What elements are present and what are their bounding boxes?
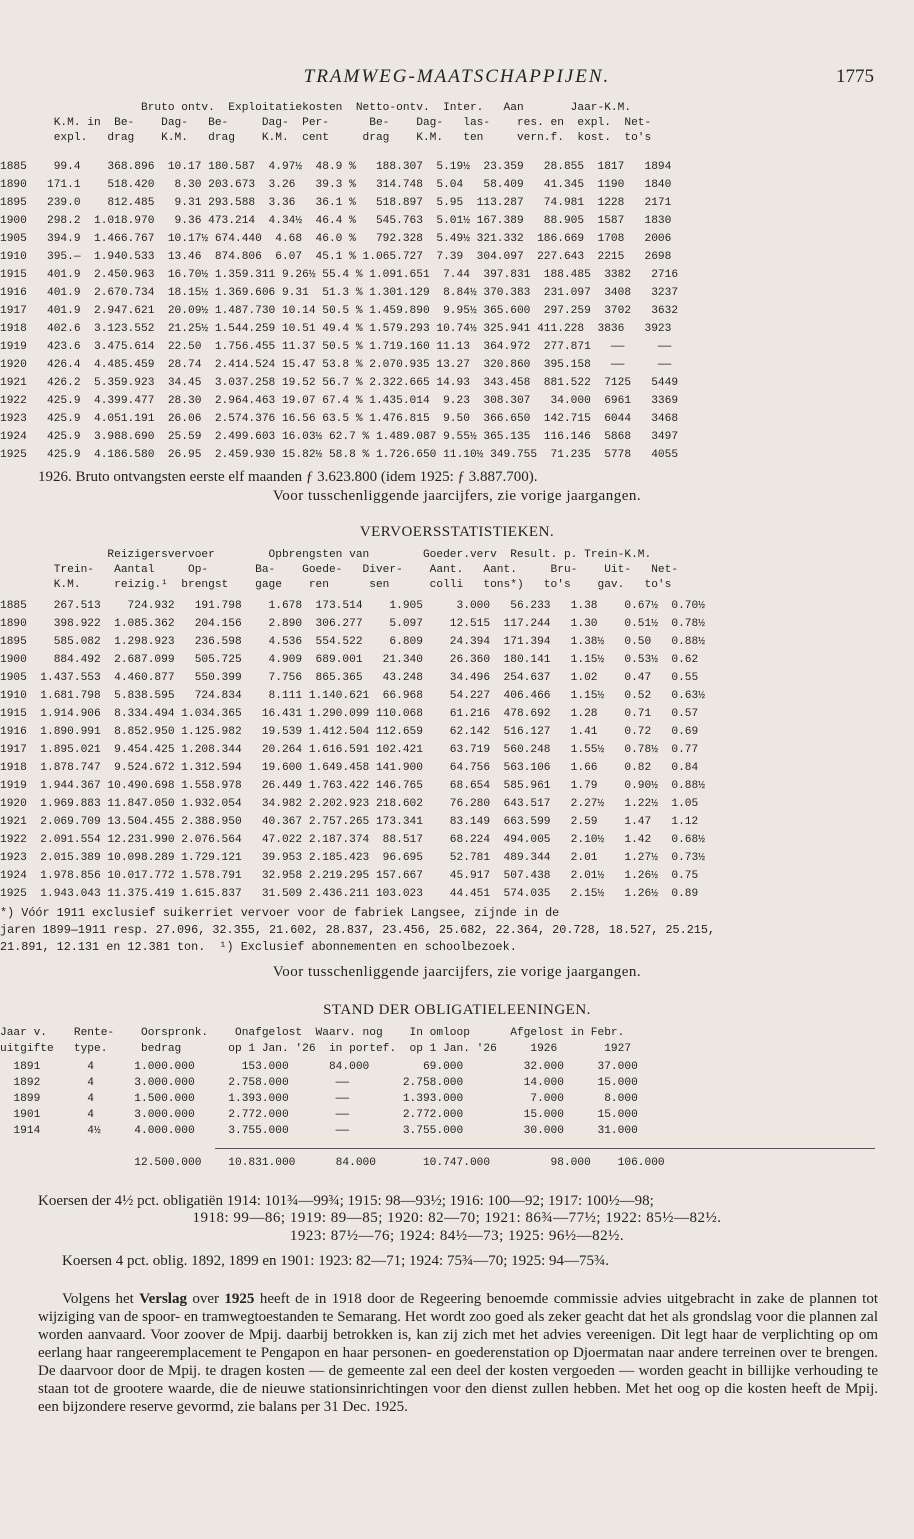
table-row: 1922 425.9 4.399.477 28.30 2.964.463 19.07 67.4 % 1.435.014 9.23 308.307 34.000 6961 3369 xyxy=(0,395,679,407)
page-number: 1775 xyxy=(836,66,874,87)
footnote-line: jaren 1899—1911 resp. 27.096, 32.355, 21.602, 28.837, 23.456, 25.682, 22.364, 20.728, 18.527, 25.215, xyxy=(0,923,716,937)
footnote-line: 21.891, 12.131 en 12.381 ton. ¹) Exclusief abonnementen en schoolbezoek. xyxy=(0,940,517,954)
table-row: 1922 2.091.554 12.231.990 2.076.564 47.022 2.187.374 88.517 68.224 494.005 2.10½ 1.42 0.68½ xyxy=(0,834,705,846)
table-row: 1920 1.969.883 11.847.050 1.932.054 34.982 2.202.923 218.602 76.280 643.517 2.27½ 1.22½ 1.05 xyxy=(0,798,699,810)
page-title: TRAMWEG-MAATSCHAPPIJEN. xyxy=(303,66,611,87)
table-row: 1895 585.082 1.298.923 236.598 4.536 554.522 6.809 24.394 171.394 1.38½ 0.50 0.88½ xyxy=(0,636,705,648)
table-row: 1885 267.513 724.932 191.798 1.678 173.514 1.905 3.000 56.233 1.38 0.67½ 0.70½ xyxy=(0,600,705,612)
table-row: 1905 394.9 1.466.767 10.17½ 674.440 4.68 46.0 % 792.328 5.49½ 321.332 186.669 1708 2006 xyxy=(0,233,672,245)
section-title: VERVOERSSTATISTIEKEN. xyxy=(359,524,555,540)
bond-prices-line: 1923: 87½—76; 1924: 84½—73; 1925: 96½—82½. xyxy=(289,1228,625,1244)
footnote-line: *) Vóór 1911 exclusief suikerriet vervoer voor de fabriek Langsee, zijnde in de xyxy=(0,906,560,920)
table-row: 1905 1.437.553 4.460.877 550.399 7.756 865.365 43.248 34.496 254.637 1.02 0.47 0.55 xyxy=(0,672,699,684)
table-row: 1916 401.9 2.670.734 18.15½ 1.369.606 9.31 51.3 % 1.301.129 8.84½ 370.383 231.097 3408 3237 xyxy=(0,287,679,299)
section-title: STAND DER OBLIGATIELEENINGEN. xyxy=(323,1002,591,1018)
table-row: 1891 4 1.000.000 153.000 84.000 69.000 32.000 37.000 xyxy=(0,1061,638,1073)
table-header-row: K.M. in Be- Dag- Be- Dag- Per- Be- Dag- las- res. en expl. Net- xyxy=(0,117,652,129)
table-header-row: Trein- Aantal Op- Ba- Goede- Diver- Aant. Aant. Bru- Uit- Net- xyxy=(0,564,679,576)
report-text-body: heeft de in 1918 door de Regeering benoemde commissie advies uitgebracht in zake de plannen tot wijziging van de spoor- en tramwegtoestanden te Semarang. Het wordt zoo goed als zeker geacht dat het als grondslag voor die plannen zal worden aanvaard. Voor zoover de Mpij. daarbij betrokken is, kan zij zich met het advies vereenigen. Dit legt haar de verplichting op om eerlang haar rangeeremplacement te Pengapon en haar personen- en goederenstation op Djoermatan naar andere terreinen over te brengen. De daarvoor door de Mpij. te dragen kosten — de gemeente zal een deel der kosten vergoeden — worden geacht in billijke verhouding te staan tot de grootere waarde, die de nieuwe stationsinrichtingen voor den dienst zullen hebben. Met het oog op die kosten heeft de Mpij. een bijzondere reserve gevormd, zie balans per 31 Dec. 1925. xyxy=(38,1291,879,1415)
table-row: 1895 239.0 812.485 9.31 293.588 3.36 36.1 % 518.897 5.95 113.287 74.981 1228 2171 xyxy=(0,197,672,209)
table-row: 1885 99.4 368.896 10.17 180.587 4.97½ 48.9 % 188.307 5.19½ 23.359 28.855 1817 1894 xyxy=(0,161,672,173)
bond-prices-line: Koersen der 4½ pct. obligatiën 1914: 101¾—99¾; 1915: 98—93½; 1916: 100—92; 1917: 100½—98; xyxy=(38,1193,654,1209)
table-row: 1921 2.069.709 13.504.455 2.388.950 40.367 2.757.265 173.341 83.149 663.599 2.59 1.47 1.12 xyxy=(0,816,699,828)
report-text-mid: over xyxy=(186,1291,225,1307)
table-row: 1892 4 3.000.000 2.758.000 —— 2.758.000 14.000 15.000 xyxy=(0,1077,638,1089)
table-row: 1915 1.914.906 8.334.494 1.034.365 16.431 1.290.099 110.068 61.216 478.692 1.28 0.71 0.57 xyxy=(0,708,699,720)
table-row: 1923 425.9 4.051.191 26.06 2.574.376 16.56 63.5 % 1.476.815 9.50 366.650 142.715 6044 3468 xyxy=(0,413,679,425)
table-row: 1919 1.944.367 10.490.698 1.558.978 26.449 1.763.422 146.765 68.654 585.961 1.79 0.90½ 0.88½ xyxy=(0,780,705,792)
table-header-row: Jaar v. Rente- Oorspronk. Onafgelost Waarv. nog In omloop Afgelost in Febr. xyxy=(0,1027,625,1039)
table-row: 1924 425.9 3.988.690 25.59 2.499.603 16.03½ 62.7 % 1.489.087 9.55½ 365.135 116.146 5868 3497 xyxy=(0,431,679,443)
table-row: 1924 1.978.856 10.017.772 1.578.791 32.958 2.219.295 157.667 45.917 507.438 2.01½ 1.26½ 0.75 xyxy=(0,870,699,882)
page-header xyxy=(0,62,914,92)
see-previous-note: Voor tusschenliggende jaarcijfers, zie vorige jaargangen. xyxy=(272,488,642,504)
table-row: 1917 1.895.021 9.454.425 1.208.344 20.264 1.616.591 102.421 63.719 560.248 1.55½ 0.78½ 0.77 xyxy=(0,744,699,756)
table-row: 1923 2.015.389 10.098.289 1.729.121 39.953 2.185.423 96.695 52.781 489.344 2.01 1.27½ 0.73½ xyxy=(0,852,705,864)
bond-prices-line: 1918: 99—86; 1919: 89—85; 1920: 82—70; 1921: 86¾—77½; 1922: 85½—82½. xyxy=(192,1210,722,1226)
table-row: 1890 398.922 1.085.362 204.156 2.890 306.277 5.097 12.515 117.244 1.30 0.51½ 0.78½ xyxy=(0,618,705,630)
table-header-row: K.M. reizig.¹ brengst gage ren sen colli tons*) to's gav. to's xyxy=(0,579,672,591)
report-paragraph xyxy=(38,1290,878,1416)
table-row: 1925 425.9 4.186.580 26.95 2.459.930 15.82½ 58.8 % 1.726.650 11.10½ 349.755 71.235 5778 4055 xyxy=(0,449,679,461)
table-header-row: Reizigersvervoer Opbrengsten van Goeder.verv Result. p. Trein-K.M. xyxy=(0,549,652,561)
table-header-row: uitgifte type. bedrag op 1 Jan. '26 in portef. op 1 Jan. '26 1926 1927 xyxy=(0,1043,632,1055)
table-row: 1900 884.492 2.687.099 505.725 4.909 689.001 21.340 26.360 180.141 1.15½ 0.53½ 0.62 xyxy=(0,654,699,666)
report-keyword: Verslag xyxy=(139,1291,187,1307)
note-1926: 1926. Bruto ontvangsten eerste elf maanden ƒ 3.623.800 (idem 1925: ƒ 3.887.700). xyxy=(38,469,538,485)
table-row: 1890 171.1 518.420 8.30 203.673 3.26 39.3 % 314.748 5.04 58.409 41.345 1190 1840 xyxy=(0,179,672,191)
table-row: 1921 426.2 5.359.923 34.45 3.037.258 19.52 56.7 % 2.322.665 14.93 343.458 881.522 7125 5449 xyxy=(0,377,679,389)
total-divider xyxy=(215,1148,875,1149)
report-year: 1925 xyxy=(224,1291,255,1307)
table-row: 1901 4 3.000.000 2.772.000 —— 2.772.000 15.000 15.000 xyxy=(0,1109,638,1121)
table-row: 1910 395.— 1.940.533 13.46 874.806 6.07 45.1 % 1.065.727 7.39 304.097 227.643 2215 2698 xyxy=(0,251,672,263)
table-row: 1918 1.878.747 9.524.672 1.312.594 19.600 1.649.458 141.900 64.756 563.106 1.66 0.82 0.84 xyxy=(0,762,699,774)
report-text-intro: Volgens het xyxy=(62,1291,140,1307)
table-row: 1915 401.9 2.450.963 16.70½ 1.359.311 9.26½ 55.4 % 1.091.651 7.44 397.831 188.485 3382 2716 xyxy=(0,269,679,281)
table-row: 1899 4 1.500.000 1.393.000 —— 1.393.000 7.000 8.000 xyxy=(0,1093,638,1105)
table-row: 1910 1.681.798 5.838.595 724.834 8.111 1.140.621 66.968 54.227 406.466 1.15½ 0.52 0.63½ xyxy=(0,690,705,702)
table-total-row: 12.500.000 10.831.000 84.000 10.747.000 98.000 106.000 xyxy=(0,1157,665,1169)
table-row: 1900 298.2 1.018.970 9.36 473.214 4.34½ 46.4 % 545.763 5.01½ 167.389 88.905 1587 1830 xyxy=(0,215,672,227)
table-row: 1925 1.943.043 11.375.419 1.615.837 31.509 2.436.211 103.023 44.451 574.035 2.15½ 1.26½ 0.89 xyxy=(0,888,699,900)
table-header-row: expl. drag K.M. drag K.M. cent drag K.M. ten vern.f. kost. to's xyxy=(0,132,652,144)
table-row: 1920 426.4 4.485.459 28.74 2.414.524 15.47 53.8 % 2.070.935 13.27 320.860 395.158 —— —— xyxy=(0,359,672,371)
bond-prices-line: Koersen 4 pct. oblig. 1892, 1899 en 1901: 1923: 82—71; 1924: 75¾—70; 1925: 94—75¾. xyxy=(62,1253,610,1269)
table-header-row: Bruto ontv. Exploitatiekosten Netto-ontv. Inter. Aan Jaar-K.M. xyxy=(0,102,632,114)
table-row: 1917 401.9 2.947.621 20.09½ 1.487.730 10.14 50.5 % 1.459.890 9.95½ 365.600 297.259 3702 3632 xyxy=(0,305,679,317)
table-row: 1916 1.890.991 8.852.950 1.125.982 19.539 1.412.504 112.659 62.142 516.127 1.41 0.72 0.69 xyxy=(0,726,699,738)
table-row: 1919 423.6 3.475.614 22.50 1.756.455 11.37 50.5 % 1.719.160 11.13 364.972 277.871 —— —— xyxy=(0,341,672,353)
table-row: 1914 4½ 4.000.000 3.755.000 —— 3.755.000 30.000 31.000 xyxy=(0,1125,638,1137)
table-row: 1918 402.6 3.123.552 21.25½ 1.544.259 10.51 49.4 % 1.579.293 10.74½ 325.941 411.228 3836 3923 xyxy=(0,323,672,335)
see-previous-note: Voor tusschenliggende jaarcijfers, zie vorige jaargangen. xyxy=(272,964,642,980)
